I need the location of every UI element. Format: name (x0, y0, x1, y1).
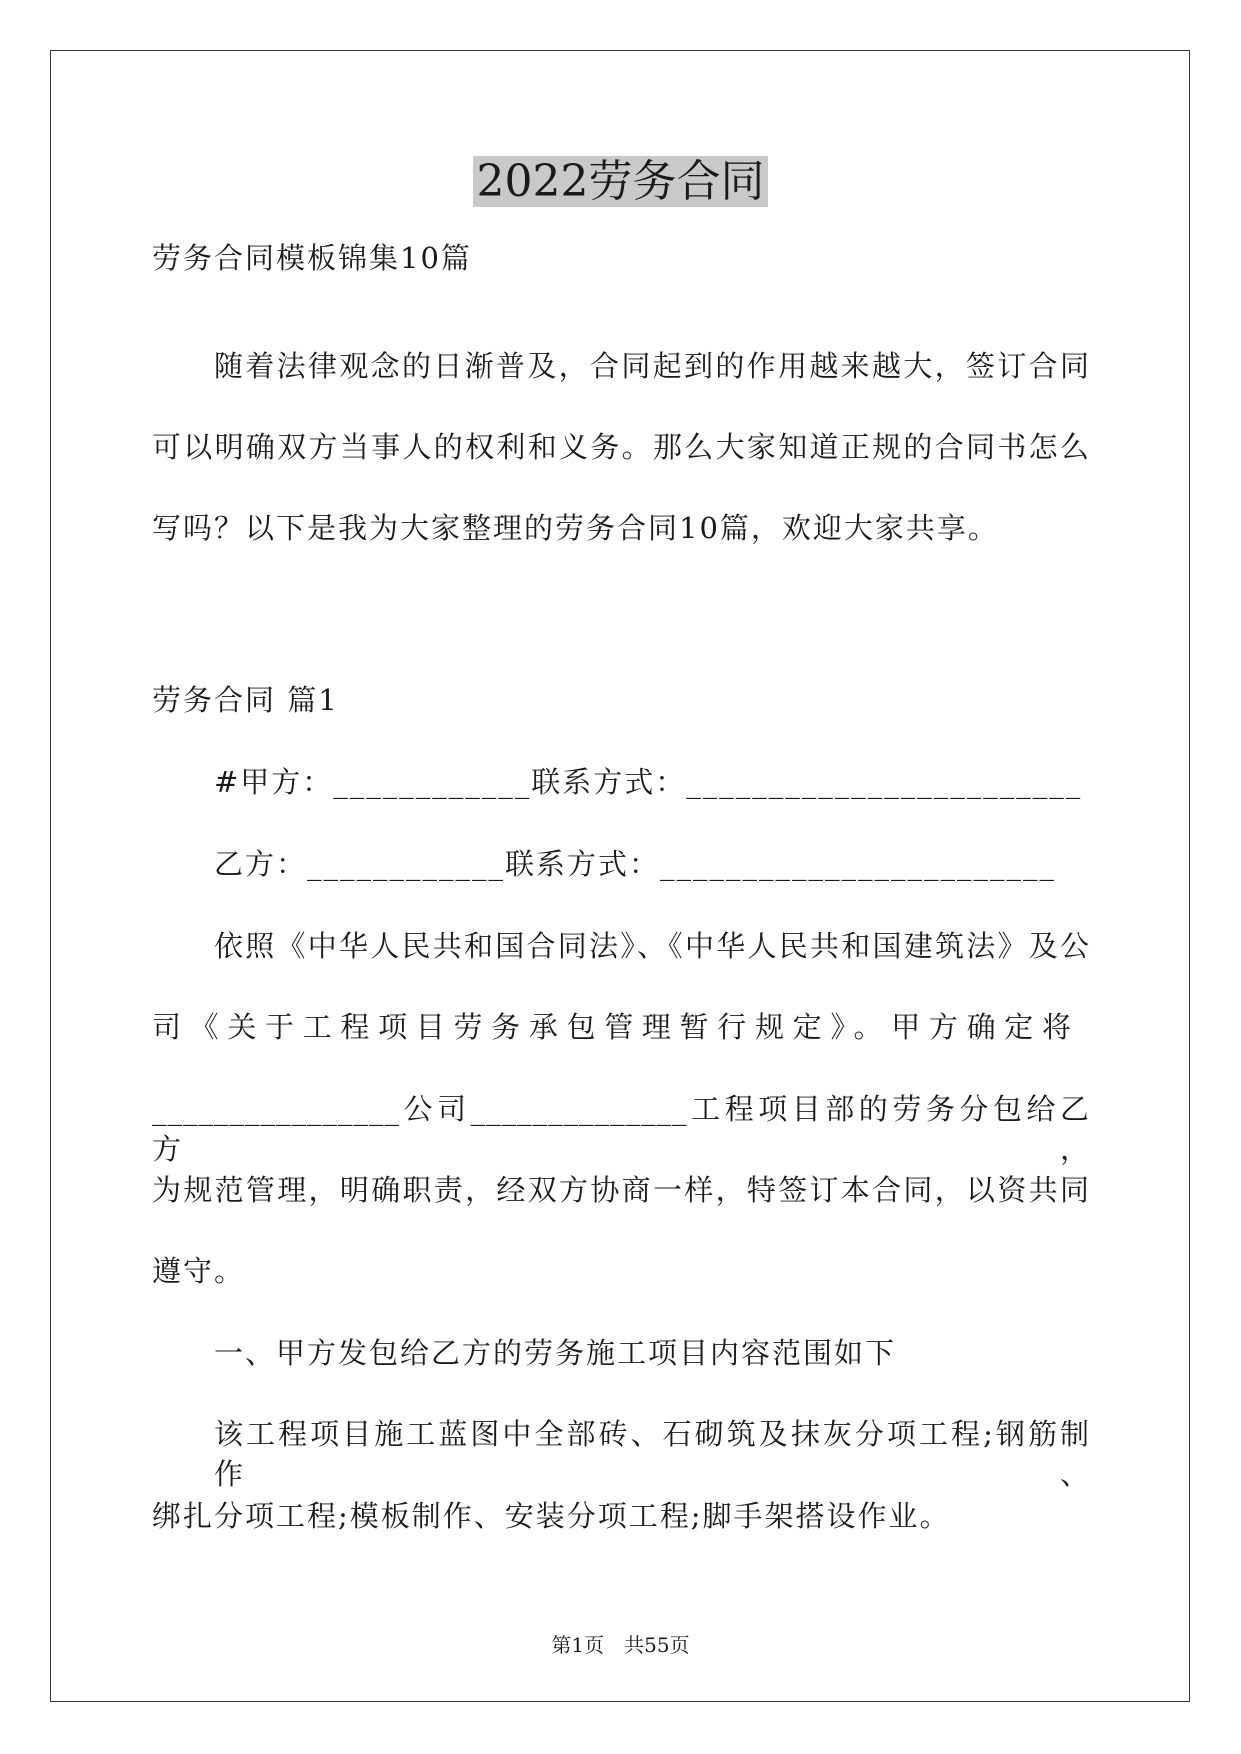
paragraph-line: 遵守。 (152, 1254, 246, 1288)
paragraph-line: 绑扎分项工程;模板制作、安装分项工程;脚手架搭设作业。 (152, 1499, 951, 1533)
section-heading: 劳务合同 篇1 (152, 683, 339, 717)
document-title: 2022劳务合同 (0, 152, 1241, 212)
page-footer: 第1页 共55页 (551, 1633, 690, 1657)
paragraph-line: 写吗？以下是我为大家整理的劳务合同10篇，欢迎大家共享。 (152, 511, 999, 545)
subtitle-line: 劳务合同模板锦集10篇 (152, 241, 472, 275)
paragraph-line: 依照《中华人民共和国合同法》、《中华人民共和国建筑法》及公 (214, 929, 1090, 963)
paragraph-line: 为规范管理，明确职责，经双方协商一样，特签订本合同，以资共同 (152, 1173, 1090, 1207)
party-b-line: 乙方：____________联系方式：________________________ (214, 847, 1057, 881)
clause-heading: 一、甲方发包给乙方的劳务施工项目内容范围如下 (214, 1336, 897, 1370)
paragraph-line: 该工程项目施工蓝图中全部砖、石砌筑及抹灰分项工程;钢筋制作、 (214, 1417, 1090, 1491)
paragraph-line: ________________公司______________工程项目部的劳务分包给乙方， (152, 1092, 1090, 1166)
party-a-line: #甲方：____________联系方式：________________________ (214, 765, 1083, 799)
paragraph-line: 可以明确双方当事人的权利和义务。那么大家知道正规的合同书怎么 (152, 430, 1090, 464)
paragraph-line: 司《关于工程项目劳务承包管理暂行规定》。甲方确定将 (152, 1010, 1072, 1044)
paragraph-line: 随着法律观念的日渐普及，合同起到的作用越来越大，签订合同 (214, 349, 1090, 383)
